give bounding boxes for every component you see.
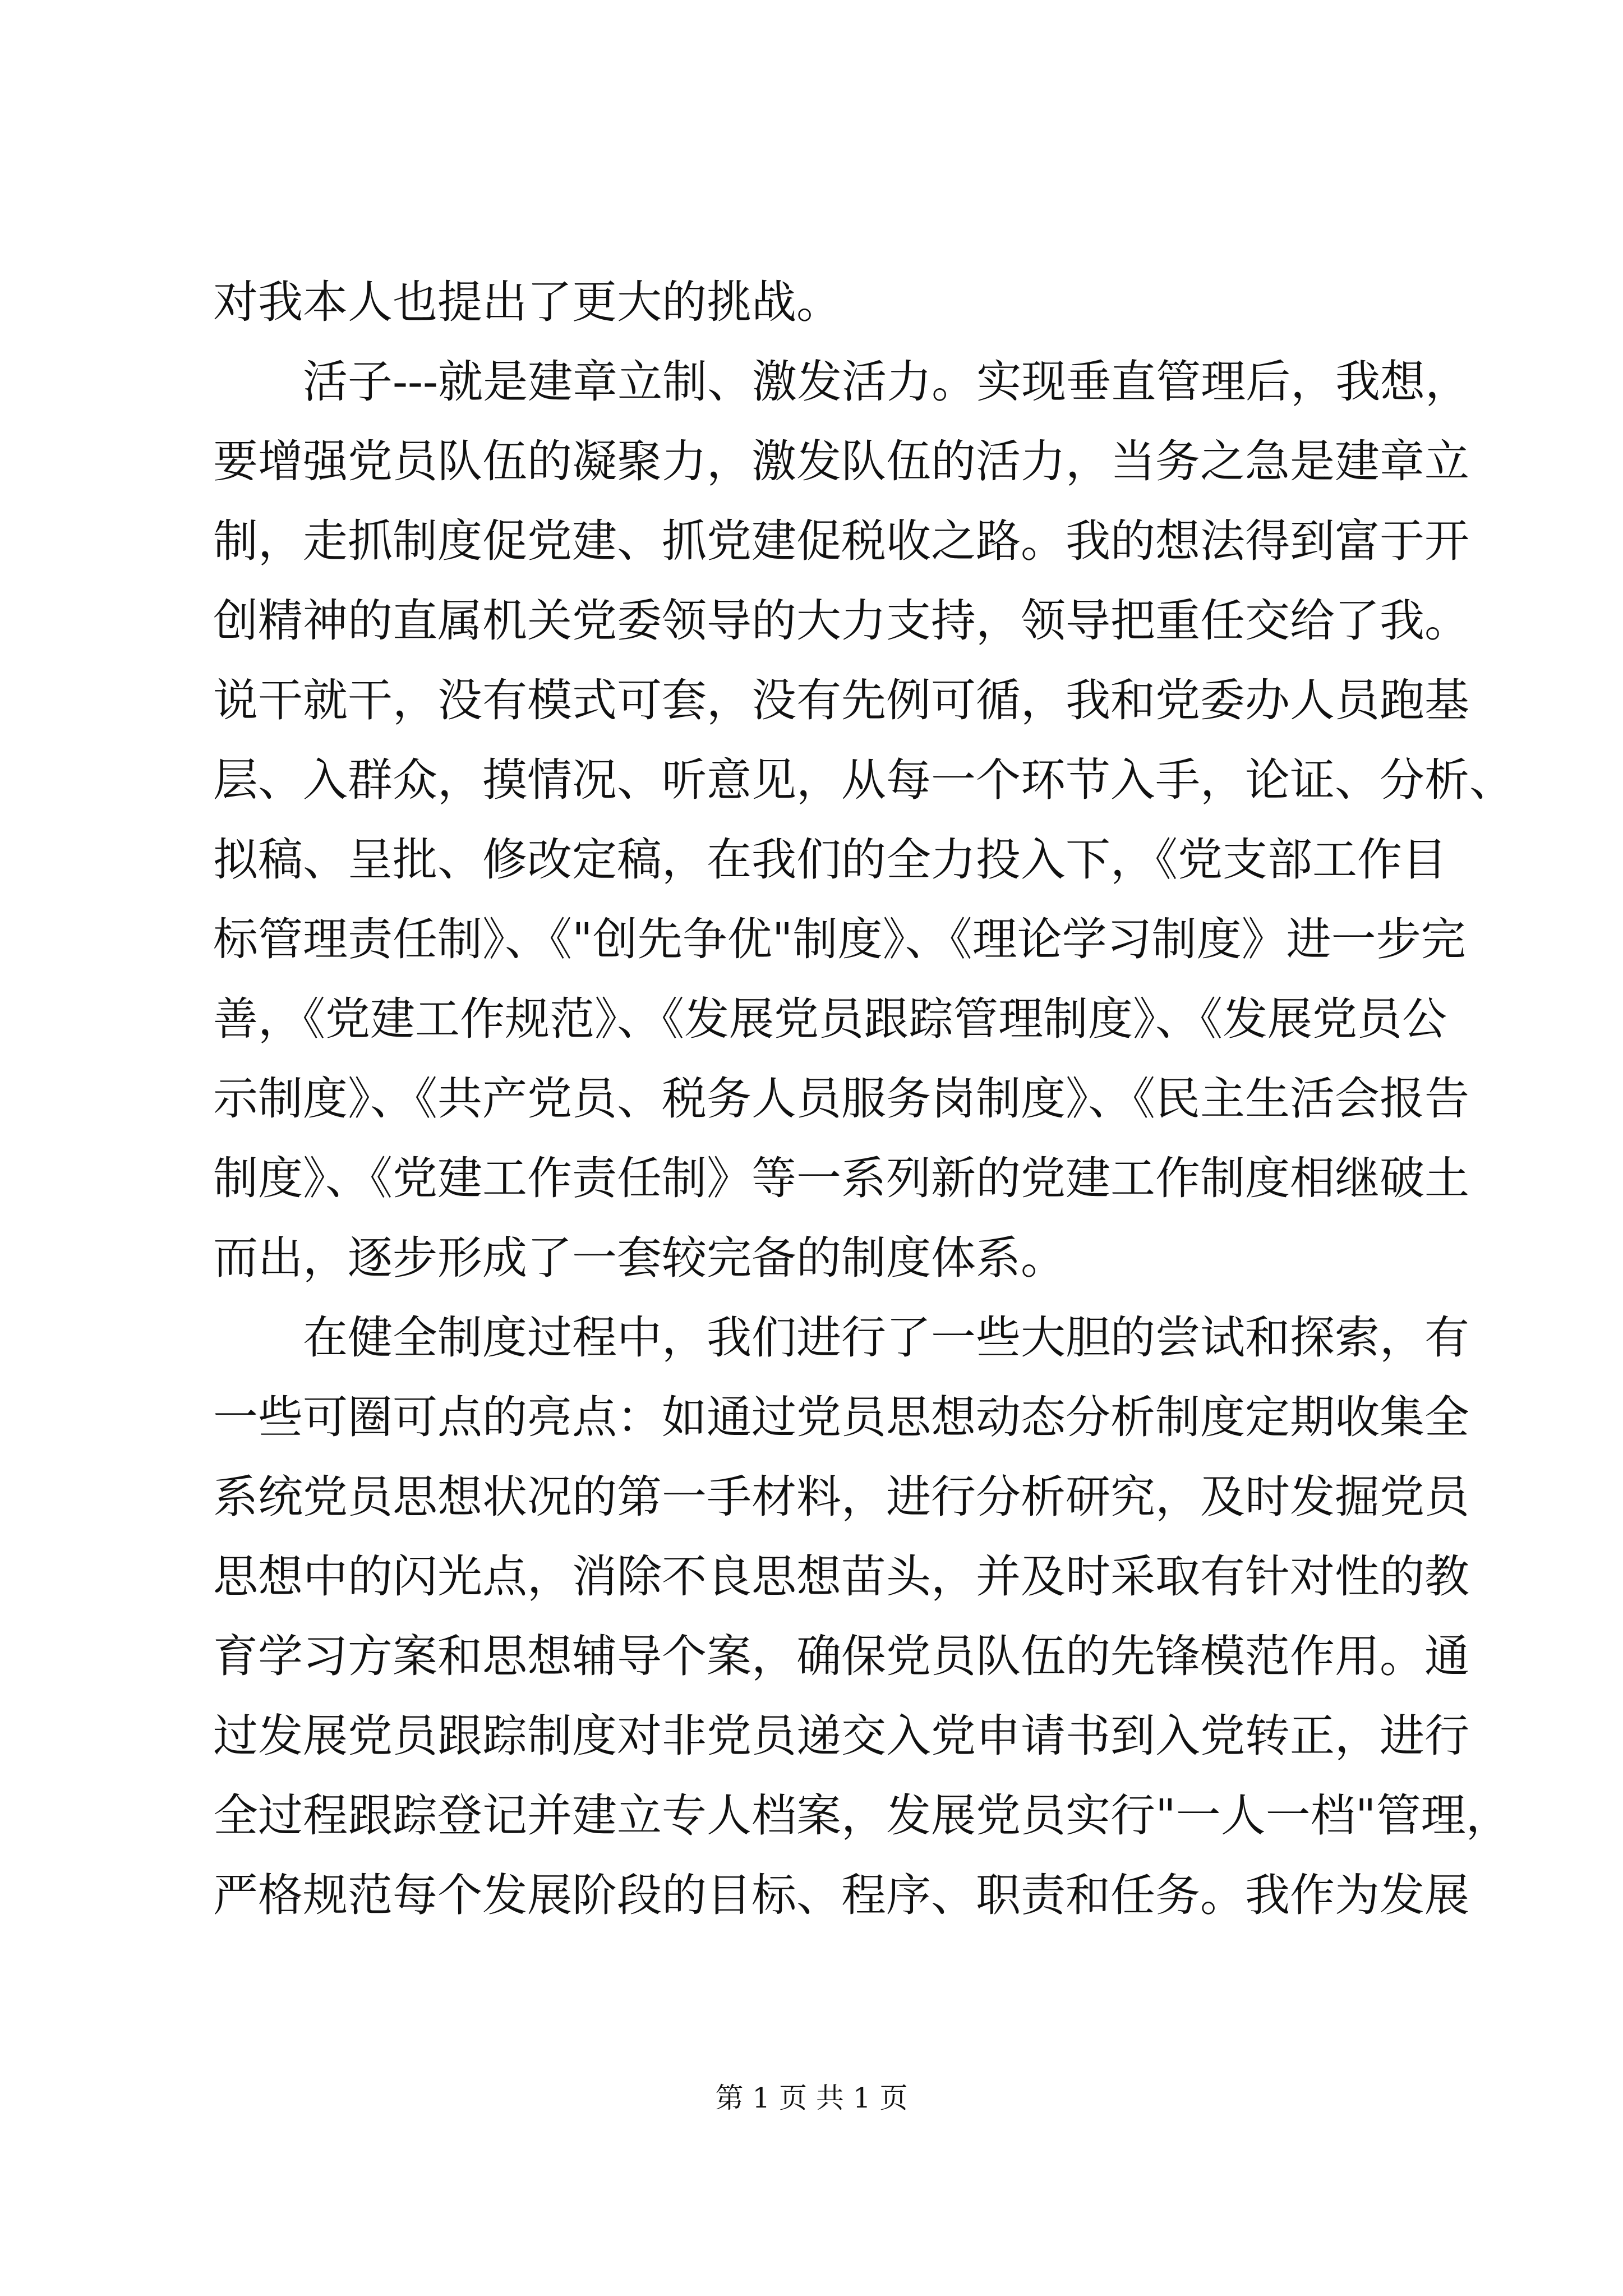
text-line: 示制度》、《共产党员、税务人员服务岗制度》、《民主生活会报告 [213, 1073, 1469, 1125]
text-line: 制，走抓制度促党建、抓党建促税收之路。我的想法得到富于开 [213, 515, 1469, 567]
paragraph-first-line: 活子---就是建章立制、激发活力。实现垂直管理后，我想， [303, 356, 1470, 408]
document-body [213, 263, 1514, 1935]
text-line: 层、入群众，摸情况、听意见，从每一个环节入手，论证、分析、 [213, 754, 1514, 806]
text-line: 过发展党员跟踪制度对非党员递交入党申请书到入党转正，进行 [213, 1710, 1469, 1762]
text-line: 说干就干，没有模式可套，没有先例可循，我和党委办人员跑基 [213, 674, 1469, 726]
text-line: 育学习方案和思想辅导个案，确保党员队伍的先锋模范作用。通 [213, 1630, 1469, 1682]
text-line: 对我本人也提出了更大的挑战。 [213, 276, 841, 328]
paragraph-first-line: 在健全制度过程中，我们进行了一些大胆的尝试和探索，有 [303, 1312, 1469, 1364]
text-line: 全过程跟踪登记并建立专人档案，发展党员实行"一人一档"管理， [213, 1789, 1511, 1842]
text-line: 创精神的直属机关党委领导的大力支持，领导把重任交给了我。 [213, 595, 1469, 647]
text-line: 而出，逐步形成了一套较完备的制度体系。 [213, 1232, 1066, 1284]
text-line: 制度》、《党建工作责任制》等一系列新的党建工作制度相继破土 [213, 1152, 1469, 1204]
text-line: 标管理责任制》、《"创先争优"制度》、《理论学习制度》进一步完 [213, 913, 1466, 965]
text-line: 严格规范每个发展阶段的目标、程序、职责和任务。我作为发展 [213, 1869, 1469, 1921]
text-line: 要增强党员队伍的凝聚力，激发队伍的活力，当务之急是建章立 [213, 435, 1469, 487]
text-line: 一些可圈可点的亮点：如通过党员思想动态分析制度定期收集全 [213, 1391, 1469, 1443]
page-number-footer: 第 1 页 共 1 页 [715, 2082, 908, 2114]
text-line: 拟稿、呈批、修改定稿，在我们的全力投入下，《党支部工作目 [213, 834, 1447, 886]
text-line: 善，《党建工作规范》、《发展党员跟踪管理制度》、《发展党员公 [213, 993, 1447, 1045]
text-line: 系统党员思想状况的第一手材料，进行分析研究，及时发掘党员 [213, 1471, 1469, 1523]
text-line: 思想中的闪光点，消除不良思想苗头，并及时采取有针对性的教 [213, 1550, 1469, 1603]
